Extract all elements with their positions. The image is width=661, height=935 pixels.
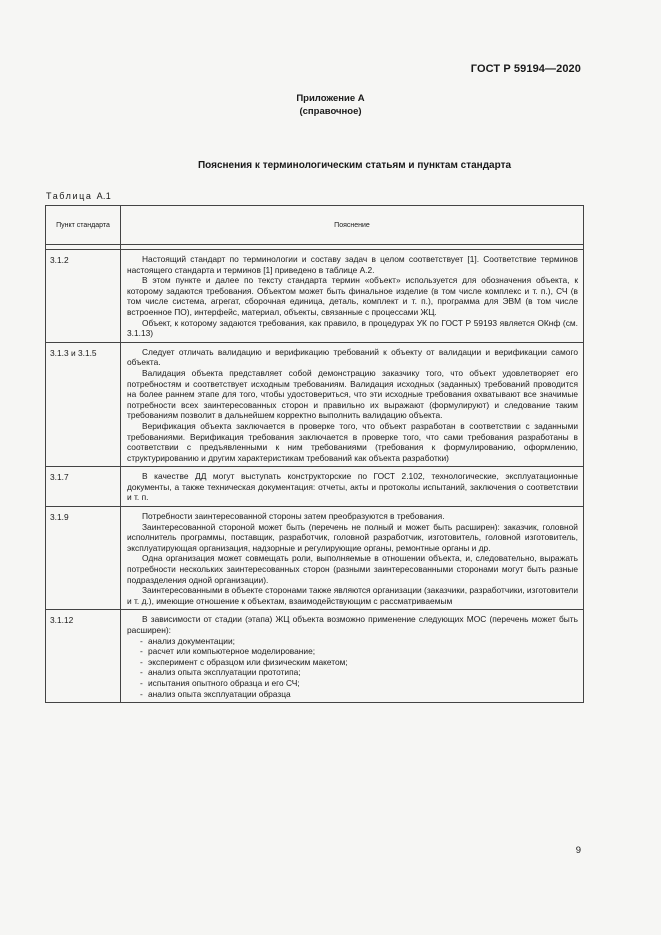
table-row <box>46 610 584 703</box>
list-item: - анализ опыта эксплуатации прототипа; <box>140 667 578 678</box>
paragraph: Одна организация может совмещать роли, выполняемые в отношении объекта, и, следовательно, выражать потребности нескольких заинтересованных сторон (разными заинтересованными сторонами могут быть разные подразделения одной организации). <box>127 553 578 585</box>
page-number: 9 <box>575 845 581 856</box>
table-row <box>46 467 584 507</box>
annex-subtitle: (справочное) <box>299 106 362 117</box>
table-row <box>46 342 584 467</box>
paragraph: В качестве ДД могут выступать конструкторские по ГОСТ 2.102, технологические, эксплуатационные документы, а также техническая документация: отчеты, акты и протоколы испытаний, заключения о соответствии и т. п. <box>127 471 578 503</box>
explanations-table <box>45 205 584 703</box>
table-row <box>46 250 584 343</box>
paragraph: Валидация объекта представляет собой демонстрацию заказчику того, что объект удовлетворяет его потребностям и соответствует исходным требованиям. Валидация исходных (заданных) требований проводится на более раннем этапе для того, чтобы удостовериться, что эти исходные требования охватывают все значимые потребности всех заинтересованных сторон и правильно их выражают (формулируют) и следование таким требованиям позволит в дальнейшем корректно выполнить валидацию объекта. <box>127 367 578 421</box>
paragraph: В зависимости от стадии (этапа) ЖЦ объекта возможно применение следующих МОС (перечень может быть расширен): <box>127 614 578 635</box>
list-item: - анализ документации; <box>140 636 578 647</box>
paragraph: Верификация объекта заключается в проверке того, что объект разработан в соответствии с заданными требованиями. Верификация требования заключается в проверке того, что сами требования разработаны в соответствии с предъявленными к ним требованиями (требования к формулированию, оформлению, структурированию и другим характеристикам требований как объекта разработки) <box>127 420 578 463</box>
column-header-explanation: Пояснение <box>121 206 584 245</box>
row-explanation <box>121 250 584 343</box>
paragraph: Настоящий стандарт по терминологии и составу задач в целом соответствует [1]. Соответствие терминов настоящего стандарта и терминов [1] приведено в таблице А.2. <box>127 254 578 275</box>
list-item: - расчет или компьютерное моделирование; <box>140 646 578 657</box>
paragraph: Заинтересованной стороной может быть (перечень не полный и может быть расширен): заказчик, головной исполнитель программы, поставщик, разработчик, головной разработчик, изготовитель, головной изготовитель, эксплуатирующая организация, надзорные и регулирующие органы, ремонтные органы и др. <box>127 521 578 553</box>
row-explanation <box>121 342 584 467</box>
table-caption-number: А.1 <box>96 191 112 201</box>
table-row <box>46 507 584 610</box>
methods-list <box>127 636 578 700</box>
section-title: Пояснения к терминологическим статьям и пунктам стандарта <box>197 160 512 171</box>
list-item: - испытания опытного образца и его СЧ; <box>140 678 578 689</box>
annex-title: Приложение А <box>296 93 365 104</box>
row-point: 3.1.2 <box>46 250 121 343</box>
column-header-point: Пункт стандарта <box>46 206 121 245</box>
paragraph: Потребности заинтересованной стороны затем преобразуются в требования. <box>142 511 445 522</box>
row-point: 3.1.12 <box>46 610 121 703</box>
paragraph: В этом пункте и далее по тексту стандарта термин «объект» используется для обозначения объекта, к которому задаются требования. Объектом может быть финальное изделие (в том числе комплекс и т. п.), СЧ (в том числе система, агрегат, сборочная единица, деталь, комплект и т. п.), программа для ЭВМ (в том числе встроенное ПО), интерфейс, материал, объекты, связанные с процессами ЖЦ. <box>127 275 578 317</box>
row-point: 3.1.3 и 3.1.5 <box>46 342 121 467</box>
annex-heading <box>0 92 661 118</box>
paragraph: Объект, к которому задаются требования, как правило, в процедурах УК по ГОСТ Р 59193 является ОКнф (см. 3.1.13) <box>127 317 578 339</box>
document-code: ГОСТ Р 59194—2020 <box>470 63 581 75</box>
row-explanation <box>121 507 584 610</box>
list-item: - анализ опыта эксплуатации образца <box>140 689 578 700</box>
paragraph: Следует отличать валидацию и верификацию требований к объекту от валидации и верификации самого объекта. <box>127 346 578 368</box>
table-caption-label: Таблица <box>46 191 93 201</box>
list-item: - эксперимент с образцом или физическим макетом; <box>140 657 578 668</box>
row-point: 3.1.7 <box>46 467 121 507</box>
row-point: 3.1.9 <box>46 507 121 610</box>
row-explanation <box>121 610 584 703</box>
row-explanation <box>121 467 584 507</box>
table-caption <box>46 191 111 201</box>
paragraph: Заинтересованными в объекте сторонами также являются организации (заказчики, разработчики, изготовители и т. д.), имеющие отношение к объектам, взаимодействующим с рассматриваемым <box>127 585 578 606</box>
